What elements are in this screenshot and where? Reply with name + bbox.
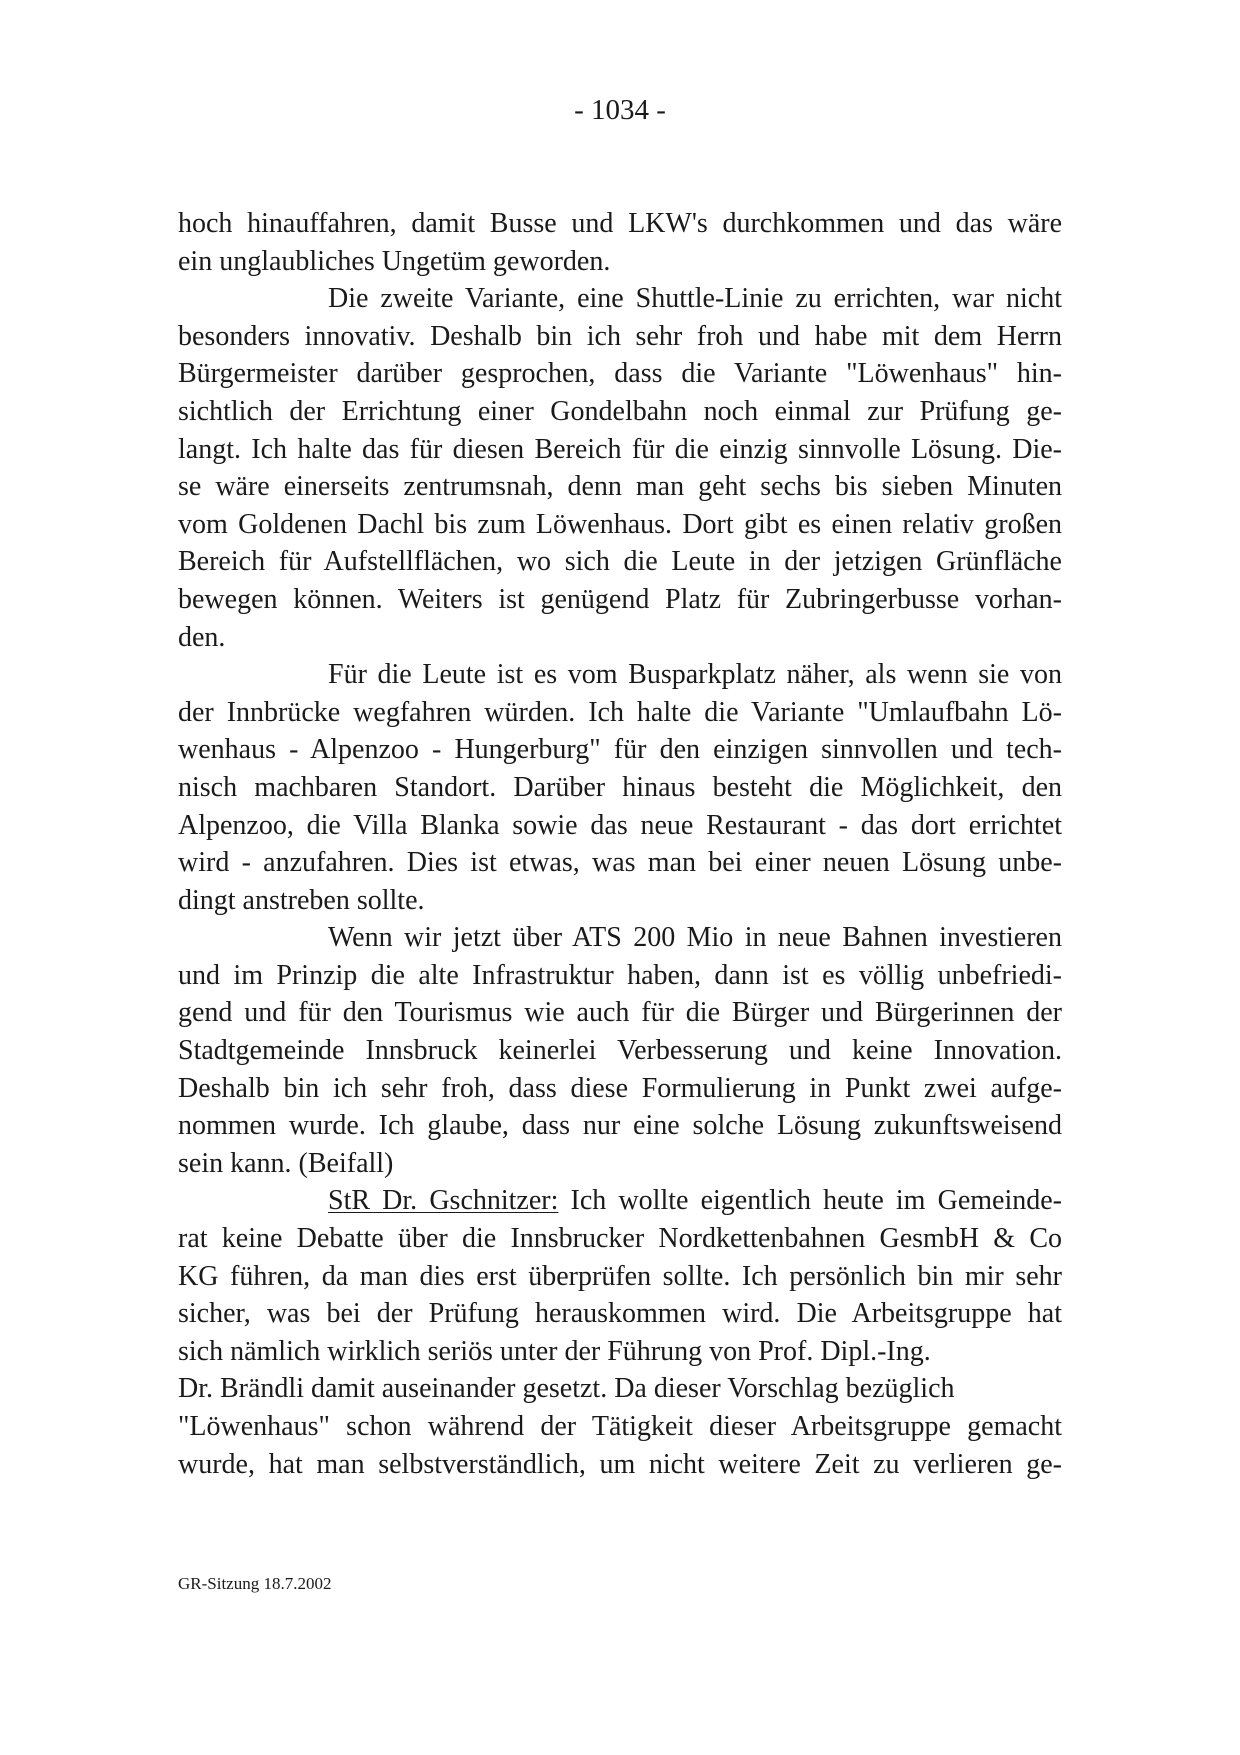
text-line: der Innbrücke wegfahren würden. Ich halte die Variante "Umlaufbahn Lö- <box>178 696 1062 728</box>
text-line: Alpenzoo, die Villa Blanka sowie das neue Restaurant - das dort errichtet <box>178 809 1062 841</box>
text-line: besonders innovativ. Deshalb bin ich sehr froh und habe mit dem Herrn <box>178 320 1062 352</box>
text-line: sichtlich der Errichtung einer Gondelbahn noch einmal zur Prüfung ge- <box>178 395 1062 427</box>
text-line: Die zweite Variante, eine Shuttle-Linie zu errichten, war nicht <box>328 283 1062 315</box>
text-line: Bürgermeister darüber gesprochen, dass die Variante "Löwenhaus" hin- <box>178 358 1062 390</box>
text-line: sein kann. (Beifall) <box>178 1147 394 1179</box>
text-line: bewegen können. Weiters ist genügend Platz für Zubringerbusse vorhan- <box>178 583 1062 615</box>
text-line: ein unglaubliches Ungetüm geworden. <box>178 245 611 277</box>
text-line: wurde, hat man selbstverständlich, um nicht weitere Zeit zu verlieren ge- <box>178 1448 1062 1480</box>
page-number: - 1034 - <box>574 94 666 126</box>
text-line: Wenn wir jetzt über ATS 200 Mio in neue Bahnen investieren <box>328 922 1062 954</box>
text-line: nommen wurde. Ich glaube, dass nur eine solche Lösung zukunftsweisend <box>178 1110 1062 1142</box>
text-line: gend und für den Tourismus wie auch für die Bürger und Bürgerinnen der <box>178 997 1062 1029</box>
text-line: wird - anzufahren. Dies ist etwas, was man bei einer neuen Lösung unbe- <box>178 847 1062 879</box>
text-line: Deshalb bin ich sehr froh, dass diese Formulierung in Punkt zwei aufge- <box>178 1072 1062 1104</box>
text-line: Dr. Brändli damit auseinander gesetzt. Da dieser Vorschlag bezüglich <box>178 1373 955 1405</box>
text-line: se wäre einerseits zentrumsnah, denn man geht sechs bis sieben Minuten <box>178 471 1062 503</box>
speaker-text: Ich wollte eigentlich heute im Gemeinde- <box>558 1185 1062 1217</box>
text-line: "Löwenhaus" schon während der Tätigkeit dieser Arbeitsgruppe gemacht <box>178 1411 1062 1442</box>
text-line: den. <box>178 621 226 653</box>
body-text <box>178 205 1062 1483</box>
text-line: langt. Ich halte das für diesen Bereich für die einzig sinnvolle Lösung. Die- <box>178 433 1062 465</box>
text-line: rat keine Debatte über die Innsbrucker Nordkettenbahnen GesmbH & Co <box>178 1223 1062 1255</box>
text-line: wenhaus - Alpenzoo - Hungerburg" für den einzigen sinnvollen und tech- <box>178 734 1062 766</box>
text-line: Für die Leute ist es vom Busparkplatz näher, als wenn sie von <box>328 659 1062 691</box>
text-line: vom Goldenen Dachl bis zum Löwenhaus. Dort gibt es einen relativ großen <box>178 508 1062 540</box>
text-line: KG führen, da man dies erst überprüfen sollte. Ich persönlich bin mir sehr <box>178 1260 1062 1292</box>
text-line: und im Prinzip die alte Infrastruktur haben, dann ist es völlig unbefriedi- <box>178 959 1062 991</box>
text-line: sicher, was bei der Prüfung herauskommen wird. Die Arbeitsgruppe hat <box>178 1298 1062 1330</box>
footer: GR-Sitzung 18.7.2002 <box>178 1574 332 1593</box>
text-line: dingt anstreben sollte. <box>178 884 425 916</box>
text-line: sich nämlich wirklich seriös unter der Führung von Prof. Dipl.-Ing. <box>178 1335 931 1367</box>
text-line: hoch hinauffahren, damit Busse und LKW's durchkommen und das wäre <box>178 208 1062 239</box>
text-line: nisch machbaren Standort. Darüber hinaus besteht die Möglichkeit, den <box>178 771 1062 803</box>
speaker-name: StR Dr. Gschnitzer: <box>328 1185 559 1217</box>
text-line: Stadtgemeinde Innsbruck keinerlei Verbesserung und keine Innovation. <box>178 1035 1062 1067</box>
speaker-line <box>178 1182 1062 1220</box>
text-line: Bereich für Aufstellflächen, wo sich die Leute in der jetzigen Grünfläche <box>178 546 1062 578</box>
